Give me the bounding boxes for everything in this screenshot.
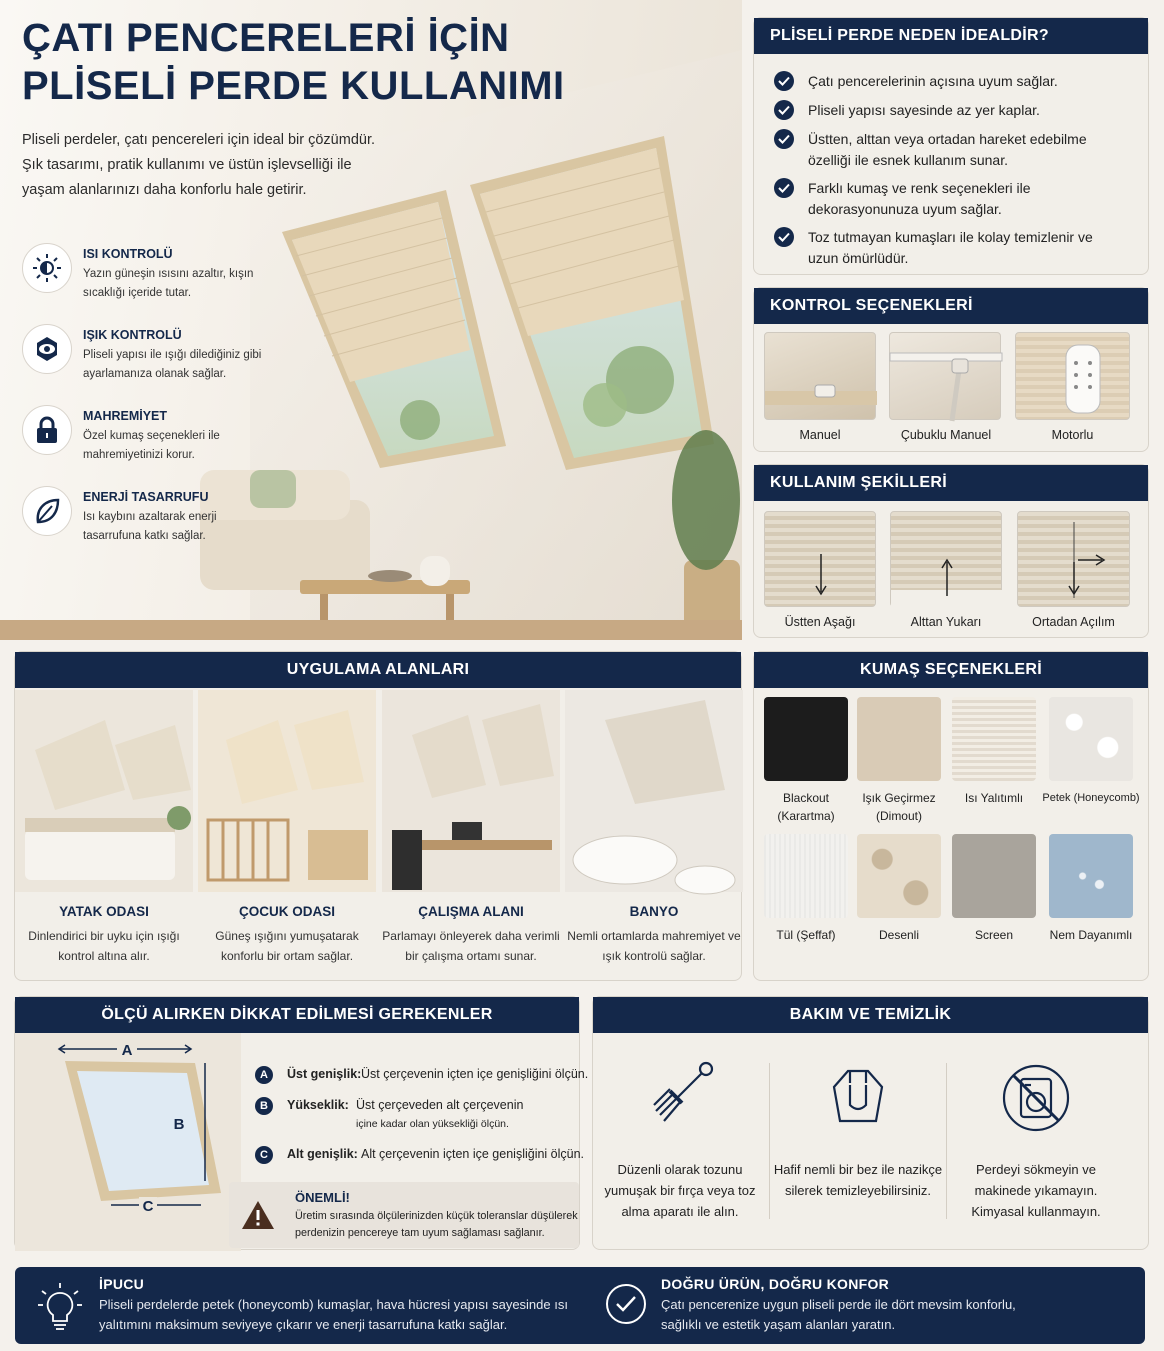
area-desc: Dinlendirici bir uyku için ışığı kontrol altına alır.	[28, 929, 180, 963]
no-wash-icon	[1001, 1063, 1071, 1133]
measure-badge: B	[255, 1097, 273, 1115]
why-item-text: Toz tutmayan kumaşları ile kolay temizlenir ve uzun ömürlüdür.	[808, 229, 1093, 266]
fabric-swatch	[764, 834, 848, 918]
care-panel	[592, 996, 1149, 1250]
fabric-swatch	[1049, 697, 1133, 781]
measure-text: Alt çerçevenin içten içe genişliğini ölçün.	[361, 1147, 585, 1161]
areas-title: UYGULAMA ALANLARI	[15, 652, 741, 688]
note-text: Üretim sırasında ölçülerinizden küçük toleranslar düşülerek perdenizin pencereye tam uyum sağlaması sağlanır.	[295, 1210, 578, 1239]
usage-label: Üstten Aşağı	[784, 615, 856, 629]
manual-control-image	[764, 332, 876, 420]
tip-title: İPUCU	[99, 1276, 145, 1292]
usage-label: Alttan Yukarı	[910, 615, 982, 629]
sun-icon	[22, 243, 72, 293]
hero-title-line1: ÇATI PENCERELERİ İÇİN	[22, 16, 510, 60]
fabric-swatch	[857, 697, 941, 781]
fabric-label: Tül (Şeffaf)	[776, 928, 836, 942]
measure-letter-c: C	[142, 1198, 154, 1215]
leaf-icon	[22, 486, 72, 536]
fabric-swatch	[764, 697, 848, 781]
feature-desc: Pliseli yapısı ile ışığı dilediğiniz gibi ayarlamanıza olanak sağlar.	[83, 349, 262, 380]
area-bathroom	[565, 690, 743, 963]
measure-label: Alt genişlik:	[287, 1147, 358, 1161]
measure-title: ÖLÇÜ ALIRKEN DİKKAT EDİLMESİ GEREKENLER	[15, 997, 579, 1033]
bottom-up-image	[890, 511, 1002, 607]
measure-label: Yükseklik:	[287, 1098, 349, 1112]
divider	[946, 1063, 947, 1219]
kids-room-image	[198, 690, 376, 892]
fabric-label: Screen	[974, 928, 1014, 942]
areas-panel	[14, 651, 742, 981]
measure-text: Üst çerçevenin içten içe genişliğini ölçün.	[361, 1067, 589, 1081]
area-title: YATAK ODASI	[59, 904, 149, 919]
feature-energy-saving	[22, 486, 352, 548]
measure-panel	[14, 996, 589, 1250]
usage-label: Ortadan Açılım	[1032, 615, 1115, 629]
cloth-icon	[828, 1065, 888, 1135]
fabric-swatch	[952, 834, 1036, 918]
care-text: Hafif nemli bir bez ile nazikçe silerek temizleyebilirsiniz.	[773, 1162, 943, 1198]
tip-text: Pliseli perdelerde petek (honeycomb) kumaşlar, hava hücresi yapısı sayesinde ısı yalıtımını maksimum seviyeye çıkarır ve enerji tasarrufuna katkı sağlar.	[99, 1297, 568, 1332]
fabric-label: Işık Geçirmez (Dimout)	[862, 791, 936, 823]
area-title: ÇOCUK ODASI	[238, 904, 335, 919]
brush-icon	[648, 1057, 718, 1135]
control-label: Manuel	[799, 428, 841, 442]
check-icon	[774, 227, 794, 247]
bathroom-image	[565, 690, 743, 892]
eye-icon	[22, 324, 72, 374]
check-icon	[774, 71, 794, 91]
usage-title: KULLANIM ŞEKİLLERİ	[754, 465, 1148, 501]
check-icon	[774, 178, 794, 198]
feature-desc: Özel kumaş seçenekleri ile mahremiyetinizi korur.	[83, 430, 220, 461]
feature-title: ISI KONTROLÜ	[83, 247, 173, 261]
fabric-label: Isı Yalıtımlı	[964, 791, 1024, 805]
control-panel	[753, 287, 1149, 452]
right-title: DOĞRU ÜRÜN, DOĞRU KONFOR	[661, 1276, 890, 1292]
important-note	[229, 1182, 579, 1248]
why-title: PLİSELİ PERDE NEDEN İDEALDİR?	[754, 18, 1148, 54]
care-text: Düzenli olarak tozunu yumuşak bir fırça veya toz alma aparatı ile alın.	[604, 1162, 756, 1219]
fabric-label: Blackout (Karartma)	[777, 791, 835, 823]
area-kids-room	[198, 690, 376, 963]
measure-badge: A	[255, 1066, 273, 1084]
check-icon	[774, 129, 794, 149]
lock-icon	[22, 405, 72, 455]
area-desc: Parlamayı önleyerek daha verimli bir çalışma ortamı sunar.	[382, 929, 560, 963]
fabric-label: Desenli	[878, 928, 920, 942]
area-bedroom	[15, 690, 193, 963]
check-icon	[774, 100, 794, 120]
fabric-label: Petek (Honeycomb)	[1042, 792, 1140, 804]
motorized-control-image	[1015, 332, 1130, 420]
area-desc: Güneş ışığını yumuşatarak konforlu bir ortam sağlar.	[215, 929, 359, 963]
feature-desc: Isı kaybını azaltarak enerji tasarrufuna katkı sağlar.	[83, 511, 217, 542]
why-panel	[753, 17, 1149, 275]
work-space-image	[382, 690, 560, 892]
area-title: BANYO	[629, 904, 679, 919]
bedroom-image	[15, 690, 193, 892]
care-title: BAKIM VE TEMİZLİK	[593, 997, 1148, 1033]
top-down-image	[764, 511, 876, 607]
fabric-swatch	[952, 697, 1036, 781]
note-title: ÖNEMLİ!	[295, 1190, 350, 1205]
warning-icon	[241, 1200, 275, 1230]
fabric-label: Nem Dayanımlı	[1049, 928, 1133, 942]
fabric-swatch	[857, 834, 941, 918]
why-item-text: Pliseli yapısı sayesinde az yer kaplar.	[808, 102, 1040, 118]
rod-control-image	[889, 332, 1001, 420]
feature-title: IŞIK KONTROLÜ	[83, 328, 182, 342]
hero-title	[22, 14, 565, 110]
why-item-text: Üstten, alttan veya ortadan hareket edebilme özelliği ile esnek kullanım sunar.	[808, 131, 1087, 168]
why-item-text: Farklı kumaş ve renk seçenekleri ile dekorasyonunuza uyum sağlar.	[808, 180, 1031, 217]
measure-diagram	[15, 1033, 241, 1251]
check-circle-icon	[605, 1283, 647, 1325]
feature-privacy	[22, 405, 352, 467]
fabric-swatch	[1049, 834, 1133, 918]
fabrics-title: KUMAŞ SEÇENEKLERİ	[754, 652, 1148, 688]
control-label: Çubuklu Manuel	[900, 428, 992, 442]
area-title: ÇALIŞMA ALANI	[418, 904, 524, 919]
measure-letter-a: A	[121, 1042, 133, 1059]
feature-desc: Yazın güneşin ısısını azaltır, kışın sıcaklığı içeride tutar.	[83, 268, 254, 299]
middle-open-image	[1017, 511, 1130, 607]
feature-title: ENERJİ TASARRUFU	[83, 490, 209, 504]
measure-label: Üst genişlik:	[287, 1067, 362, 1081]
footer-banner	[15, 1267, 1145, 1344]
usage-panel	[753, 464, 1149, 638]
feature-title: MAHREMİYET	[83, 409, 168, 423]
measure-subtext: içine kadar olan yüksekliği ölçün.	[356, 1118, 509, 1130]
feature-light-control	[22, 324, 352, 386]
hero-title-line2: PLİSELİ PERDE KULLANIMI	[22, 64, 565, 108]
measure-letter-b: B	[173, 1116, 185, 1133]
divider	[769, 1063, 770, 1219]
hero-description: Pliseli perdeler, çatı pencereleri için ideal bir çözümdür. Şık tasarımı, pratik kullanımı ve üstün işlevselliği ile yaşam alanlarınızı daha konforlu hale getirir.	[22, 132, 376, 198]
area-desc: Nemli ortamlarda mahremiyet ve ışık kontrolü sağlar.	[567, 929, 741, 963]
right-text: Çatı pencerenize uygun pliseli perde ile dört mevsim konforlu, sağlıklı ve estetik yaşam alanları yaratın.	[661, 1297, 1016, 1332]
measure-badge: C	[255, 1146, 273, 1164]
control-label: Motorlu	[1051, 428, 1094, 442]
fabrics-panel	[753, 651, 1149, 981]
care-text: Perdeyi sökmeyin ve makinede yıkamayın. Kimyasal kullanmayın.	[971, 1162, 1101, 1219]
feature-heat-control	[22, 243, 352, 305]
measure-text: Üst çerçeveden alt çerçevenin	[356, 1098, 524, 1112]
lightbulb-icon	[37, 1281, 83, 1331]
area-work-space	[382, 690, 560, 963]
why-item-text: Çatı pencerelerinin açısına uyum sağlar.	[808, 73, 1058, 89]
hero-section	[0, 0, 742, 640]
control-title: KONTROL SEÇENEKLERİ	[754, 288, 1148, 324]
